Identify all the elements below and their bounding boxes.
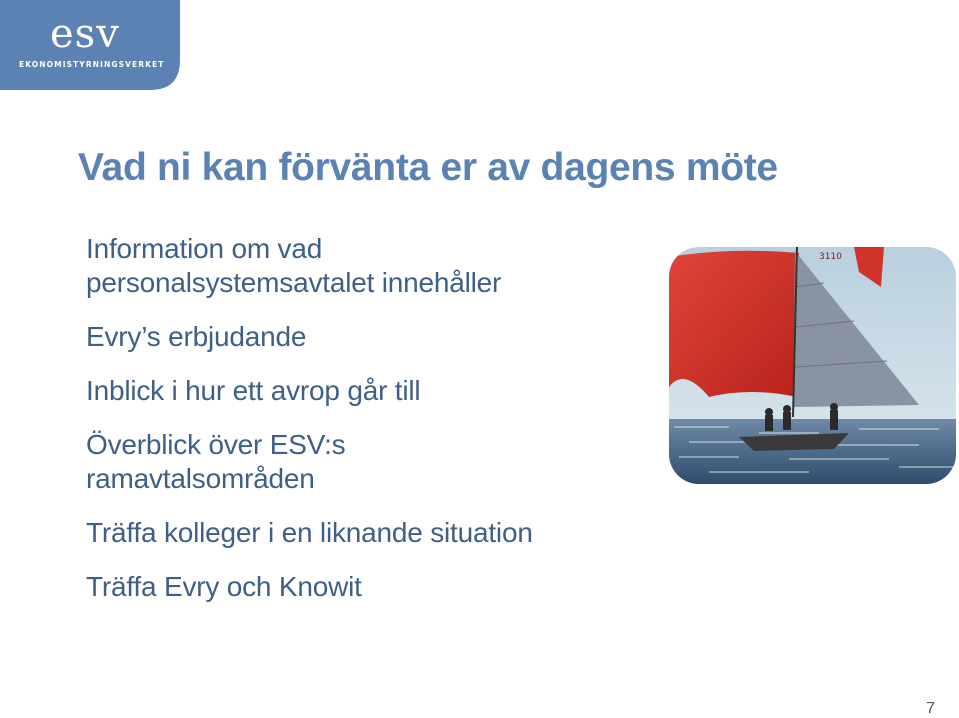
esv-logo: [0, 0, 180, 90]
logo-org-name: EKONOMISTYRNINGSVERKET: [19, 60, 165, 69]
bullet-item: [86, 428, 646, 496]
bullet-text: Träffa kolleger i en liknande situation: [86, 517, 533, 548]
bullet-item: [86, 570, 646, 604]
bullet-item: [86, 232, 646, 300]
sailboat-image: [669, 247, 956, 484]
bullet-text: Evry’s erbjudande: [86, 321, 307, 352]
bullet-item: [86, 516, 646, 550]
bullet-text: personalsystemsavtalet innehåller: [86, 267, 502, 298]
sail-number: 3110: [819, 252, 842, 262]
bullet-item: [86, 320, 646, 354]
bullet-text: Inblick i hur ett avrop går till: [86, 375, 421, 406]
slide-title: Vad ni kan förvänta er av dagens möte: [78, 146, 778, 189]
bullet-item: [86, 374, 646, 408]
bullet-text: ramavtalsområden: [86, 463, 315, 494]
page-number: 7: [926, 700, 935, 717]
logo-mark: esv: [50, 11, 120, 57]
bullet-text: Träffa Evry och Knowit: [86, 571, 362, 602]
sailboat-photo: [669, 247, 956, 484]
bullet-text: Överblick över ESV:s: [86, 429, 346, 460]
bullet-text: Information om vad: [86, 233, 323, 264]
bullet-list: [86, 232, 646, 624]
